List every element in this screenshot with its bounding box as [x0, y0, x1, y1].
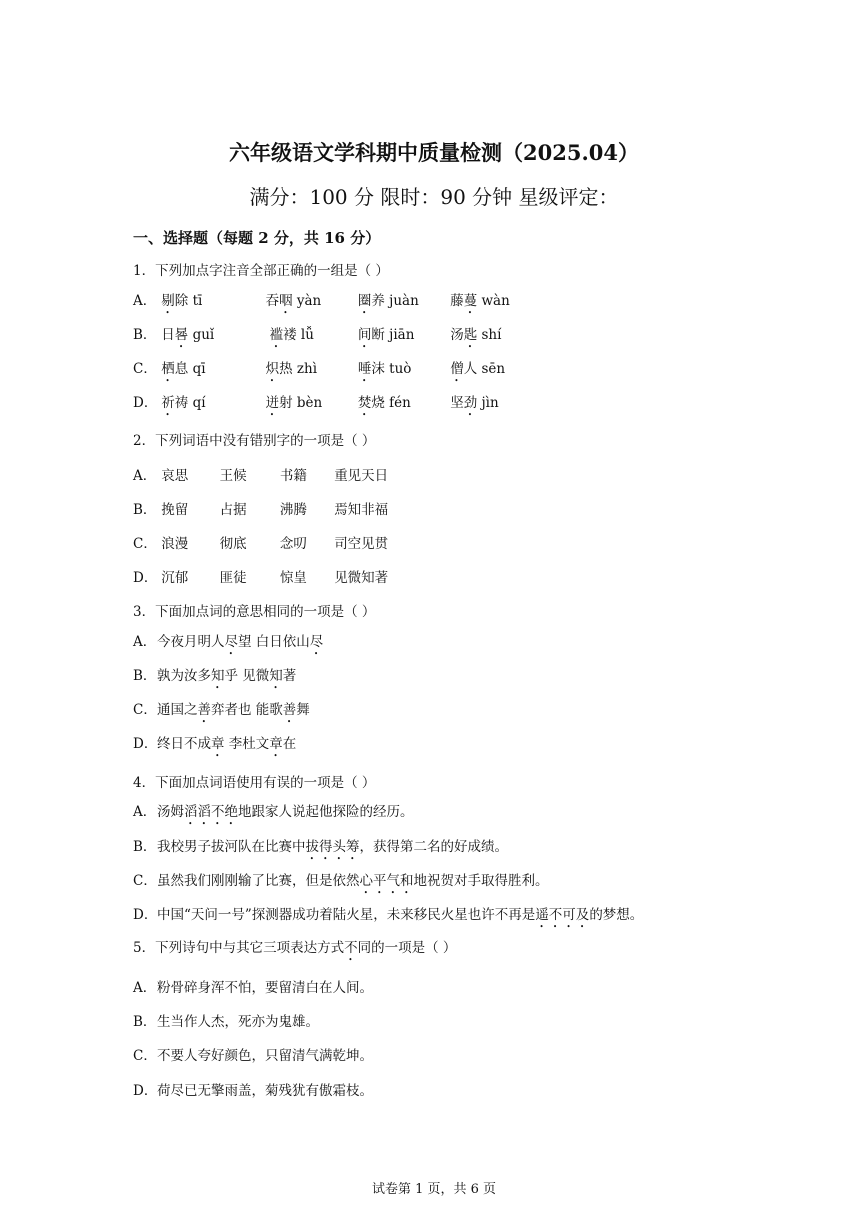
option-label: A． — [133, 634, 157, 650]
q5-option-c: C．不要人夸好颜色，只留清气满乾坤。 — [133, 1048, 373, 1064]
text-segment: 地祝贺对手取得胜利。 — [413, 873, 549, 889]
q1-d-item: 坚劲 jìn — [450, 395, 499, 411]
question-4-stem: 4．下面加点词语使用有误的一项是（ ） — [133, 775, 376, 791]
emphasized-text: 尽 — [309, 634, 324, 650]
text-segment: 著 — [282, 668, 297, 684]
option-label: B． — [133, 668, 157, 684]
text-segment: 地跟家人说起他探险的经历。 — [238, 804, 414, 820]
q4-option-b — [133, 837, 508, 863]
text-segment: 汤姆 — [157, 804, 184, 820]
text-segment: 李杜文 — [224, 736, 270, 752]
q1-d-item: 焚烧 fén — [357, 395, 411, 411]
q4-option-c — [133, 871, 549, 897]
q1-a-item: 藤蔓 wàn — [450, 293, 510, 309]
option-label: D． — [133, 907, 158, 923]
question-1-stem: 1．下列加点字注音全部正确的一组是（ ） — [133, 263, 389, 279]
q2-option-c: C． 浪漫 彻底 念叨 司空见贯 — [133, 536, 389, 552]
q3-option-c — [133, 700, 310, 726]
text-segment: 的梦想。 — [589, 907, 644, 923]
page-footer: 试卷第 1 页，共 6 页 — [371, 1182, 497, 1197]
option-label: A． — [133, 804, 157, 820]
q1-option-d: D． 祈祷 qí 迸射 bèn 焚烧 fén 坚劲 jìn — [133, 393, 519, 419]
question-3-stem: 3．下面加点词的意思相同的一项是（ ） — [133, 604, 376, 620]
q1-c-item: 唾沫 tuò — [357, 361, 412, 377]
q1-b-item: 间断 jiān — [357, 327, 415, 343]
emphasized-text: 拔得头筹 — [305, 839, 360, 855]
text-segment: 通国之 — [157, 702, 198, 718]
q1-d-item: 迸射 bèn — [265, 395, 323, 411]
emphasized-text: 尽 — [224, 634, 238, 650]
option-label: C． — [133, 702, 157, 718]
q2-option-a: A． 哀思 王候 书籍 重见天日 — [133, 468, 389, 484]
q2-option-b: B． 挽留 占据 沸腾 焉知非福 — [133, 502, 389, 518]
text-segment: 中国“天问一号”探测器成功着陆火星，未来移民火星也许不再是 — [157, 907, 536, 923]
text-segment: ，获得第二名的好成绩。 — [359, 839, 508, 855]
text-segment: 弈者也 能歌 — [211, 702, 283, 718]
q3-option-a — [133, 632, 323, 658]
q4-option-d — [133, 905, 643, 931]
q1-a-item: 剔除 tī — [161, 293, 203, 309]
text-segment: 望 白日依山 — [238, 634, 310, 650]
q2-option-d: D． 沉郁 匪徒 惊皇 见微知著 — [133, 570, 389, 586]
text-segment: 我校男子拔河队在比赛中 — [157, 839, 306, 855]
q1-d-item: 祈祷 qí — [161, 395, 206, 411]
q3-option-d — [133, 734, 296, 760]
text-segment: 乎 见微 — [224, 668, 270, 684]
section-heading: 一、选择题（每题 2 分，共 16 分） — [133, 229, 381, 247]
text-segment: 舞 — [296, 702, 310, 718]
page-title: 六年级语文学科期中质量检测（2025.04） — [229, 140, 639, 165]
text-segment: 终日不成 — [157, 736, 211, 752]
q5-option-a: A．粉骨碎身浑不怕，要留清白在人间。 — [133, 980, 373, 996]
text-segment: 同的一项是（ ） — [357, 940, 457, 956]
emphasized-text: 知 — [269, 668, 283, 684]
text-segment: 在 — [282, 736, 297, 752]
emphasized-text: 滔滔不绝 — [184, 804, 238, 820]
q1-option-a: A． 剔除 tī 吞咽 yàn 圈养 juàn 藤蔓 wàn — [133, 291, 530, 317]
q1-option-b: B． 日晷 guǐ 褴褛 lǚ 间断 jiān 汤匙 shí — [133, 325, 521, 351]
text-segment: 孰为汝多 — [157, 668, 211, 684]
text-segment: 今夜月明人 — [157, 634, 225, 650]
text-segment: 5．下列诗句中与其它三项表达方式 — [133, 940, 345, 956]
q4-option-a — [133, 802, 414, 828]
emphasized-text: 善 — [197, 702, 211, 718]
emphasized-text: 章 — [211, 736, 225, 752]
text-segment: 虽然我们刚刚输了比赛，但是依然 — [157, 873, 360, 889]
emphasized-text: 心平气和 — [359, 873, 414, 889]
q1-c-item: 栖息 qī — [161, 361, 206, 377]
q5-option-b: B．生当作人杰，死亦为鬼雄。 — [133, 1014, 319, 1030]
q1-b-item: 日晷 guǐ — [161, 327, 215, 343]
q1-b-item: 汤匙 shí — [450, 327, 502, 343]
q1-option-c: C． 栖息 qī 炽热 zhì 唾沫 tuò 僧人 sēn — [133, 359, 525, 385]
q1-c-item: 炽热 zhì — [265, 361, 318, 377]
q1-b-item: 褴褛 lǚ — [269, 327, 314, 343]
q1-a-item: 吞咽 yàn — [265, 293, 322, 309]
question-5-stem — [133, 938, 456, 964]
emphasized-text: 善 — [282, 702, 297, 718]
q1-a-item: 圈养 juàn — [357, 293, 419, 309]
score-info: 满分：100 分 限时：90 分钟 星级评定： — [249, 185, 619, 209]
emphasized-text: 遥不可及 — [535, 907, 590, 923]
q5-option-d: D．荷尽已无擎雨盖，菊残犹有傲霜枝。 — [133, 1083, 373, 1099]
option-label: C． — [133, 873, 157, 889]
option-label: B． — [133, 839, 157, 855]
emphasized-text: 知 — [211, 668, 225, 684]
question-2-stem: 2．下列词语中没有错别字的一项是（ ） — [133, 433, 376, 449]
emphasized-text: 章 — [269, 736, 283, 752]
q3-option-b — [133, 666, 296, 692]
emphasized-text: 不 — [344, 940, 358, 956]
option-label: D． — [133, 736, 158, 752]
q1-c-item: 僧人 sēn — [450, 361, 506, 377]
